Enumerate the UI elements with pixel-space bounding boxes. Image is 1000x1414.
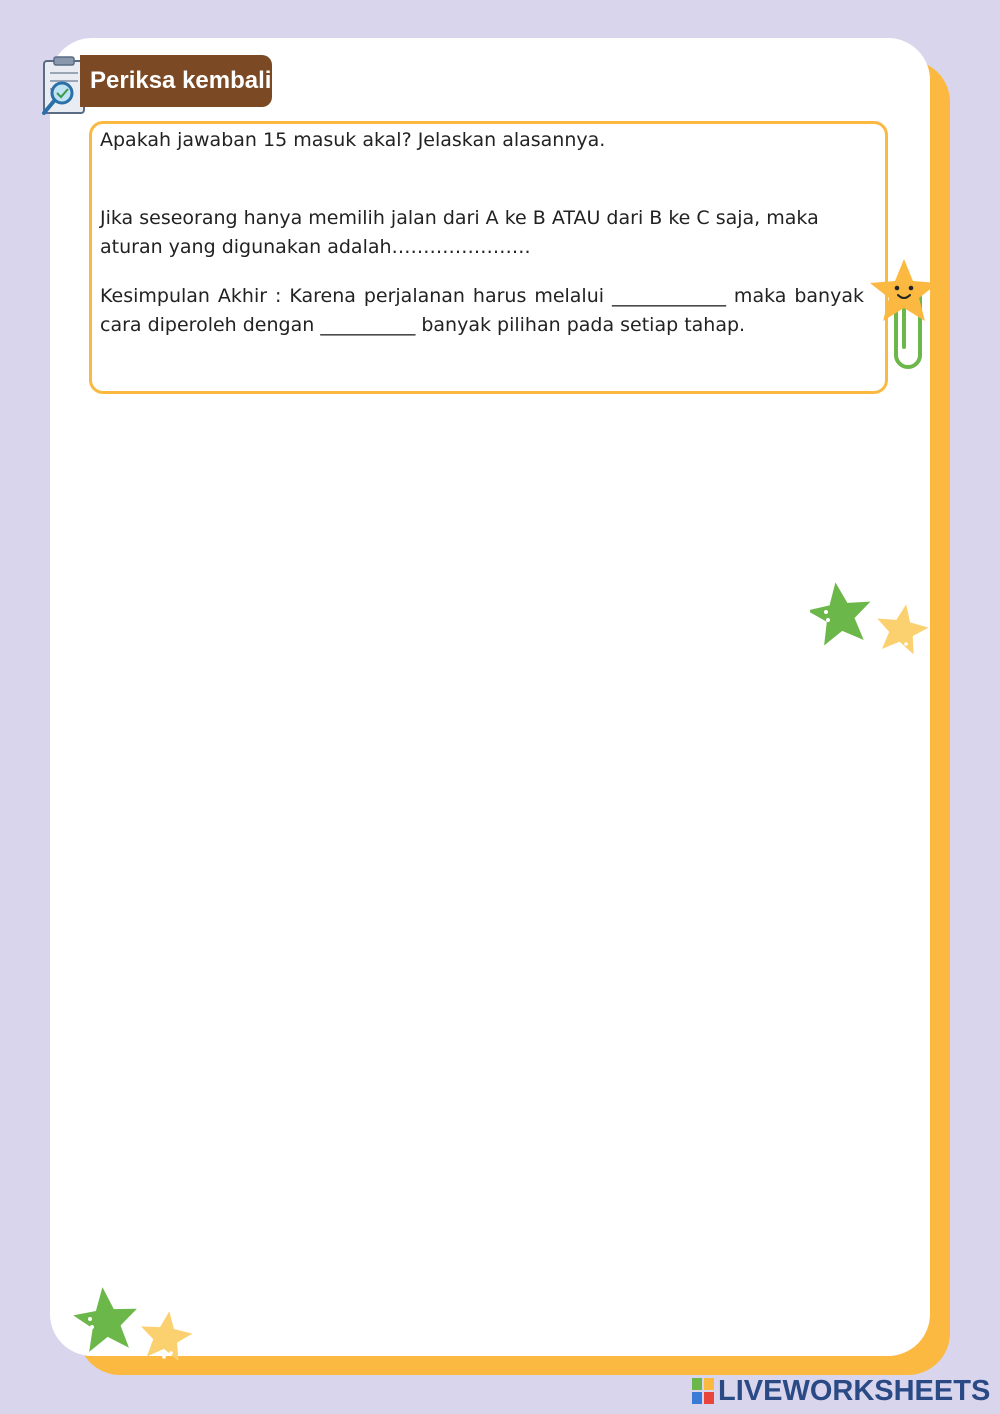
question-2-text: Jika seseorang hanya memilih jalan dari A ke B ATAU dari B ke C saja, maka aturan yang digunakan adalah…………………. — [100, 207, 819, 258]
liveworksheets-blocks-icon — [692, 1378, 714, 1404]
stars-decoration-right — [810, 580, 930, 662]
stars-decoration-bottom-left — [72, 1285, 194, 1367]
smiling-star-paperclip-icon — [866, 255, 942, 375]
section-title: Periksa kembali — [80, 55, 272, 107]
question-1-text: Apakah jawaban 15 masuk akal? Jelaskan alasannya. — [100, 129, 606, 151]
question-3-text: Kesimpulan Akhir : Karena perjalanan harus melalui ____________ maka banyak cara diperoleh dengan __________ banyak pilihan pada setiap tahap. — [100, 285, 864, 336]
brand-name: LIVEWORKSHEETS — [718, 1374, 991, 1407]
liveworksheets-logo[interactable] — [692, 1373, 990, 1409]
